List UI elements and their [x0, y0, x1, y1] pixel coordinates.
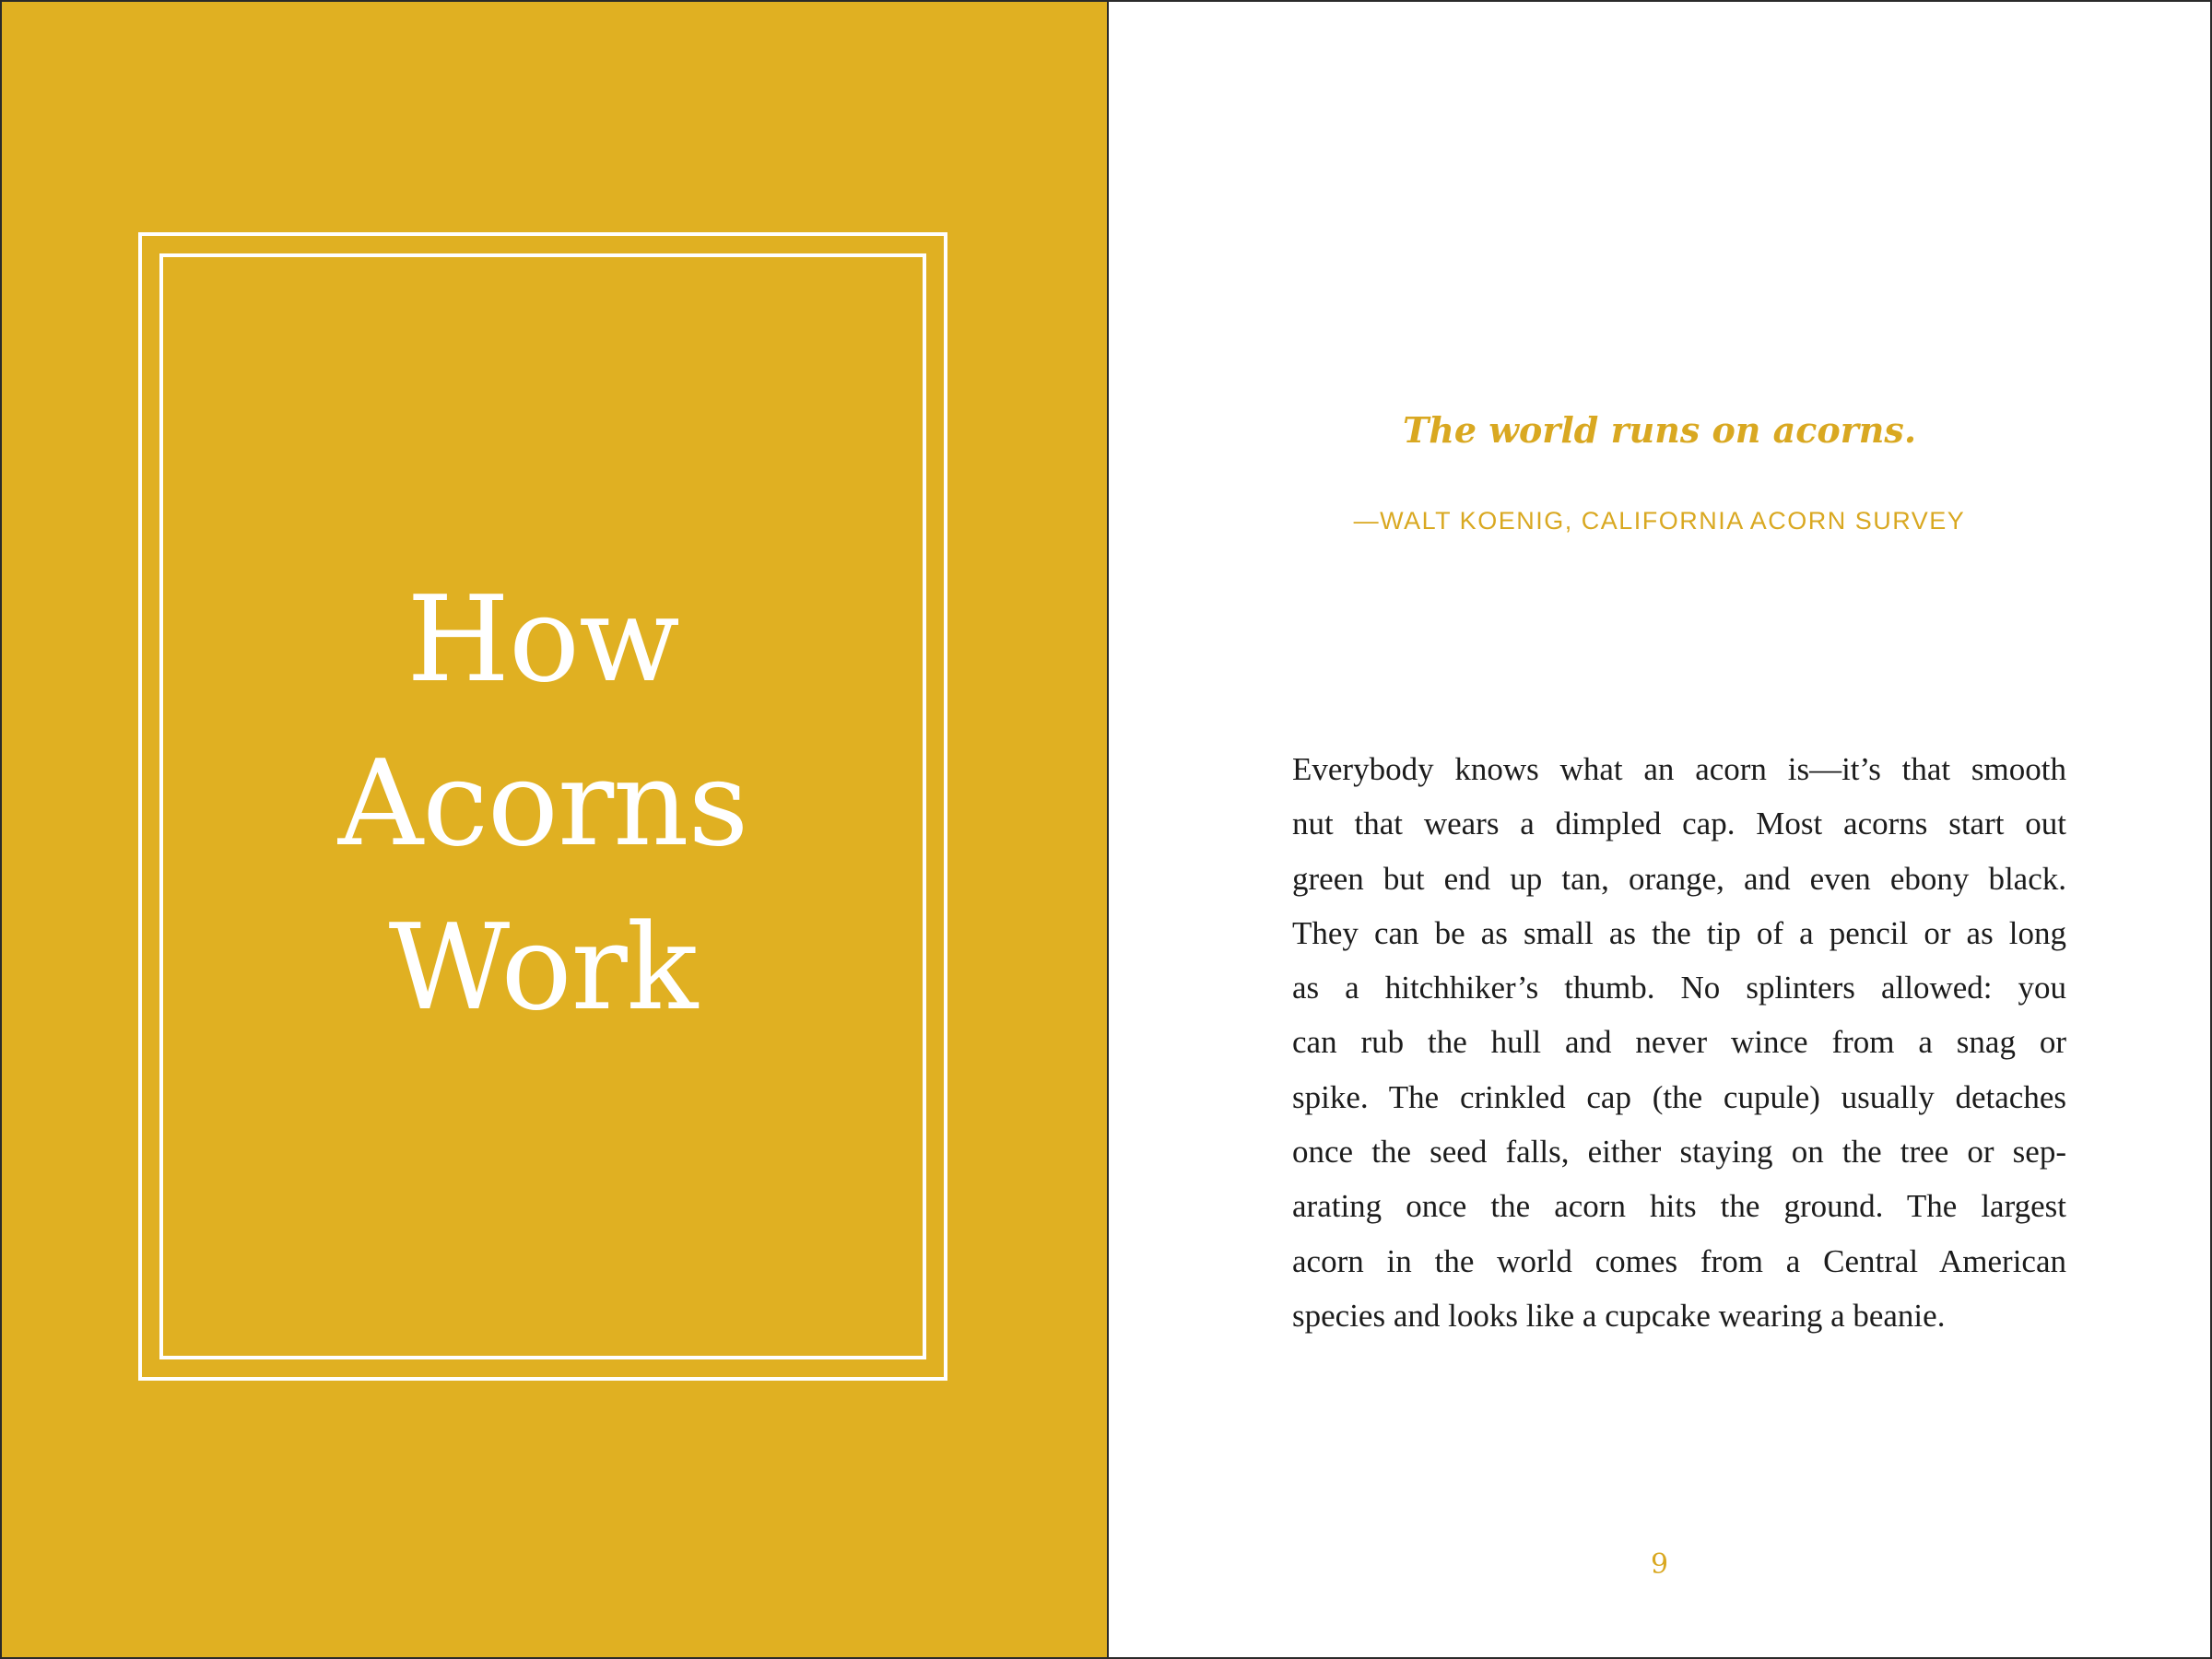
epigraph-quote: The world runs on acorns.	[1402, 409, 1917, 451]
body-line: They can be as small as the tip of a pencil or as long	[1292, 914, 2066, 951]
body-line: arating once the acorn hits the ground. The largest	[1292, 1188, 2066, 1225]
chapter-title-line-3: Work	[388, 900, 698, 1037]
body-line: green but end up tan, orange, and even ebony black.	[1292, 860, 2066, 897]
body-line: nut that wears a dimpled cap. Most acorns start out	[1292, 806, 2066, 842]
body-line-last: species and looks like a cupcake wearing a beanie.	[1292, 1297, 1946, 1334]
body-line: can rub the hull and never wince from a snag or	[1292, 1024, 2066, 1061]
chapter-title	[138, 559, 947, 1051]
body-paragraph	[1292, 742, 2066, 1343]
body-line: once the seed falls, either staying on the tree or sep-	[1292, 1134, 2066, 1171]
body-line: Everybody knows what an acorn is—it’s that smooth	[1292, 751, 2066, 787]
page-number: 9	[1650, 1548, 1669, 1581]
chapter-title-line-1: How	[406, 571, 679, 709]
body-line: as a hitchhiker’s thumb. No splinters allowed: you	[1292, 970, 2066, 1006]
epigraph-attribution: —WALT KOENIG, CALIFORNIA ACORN SURVEY	[1353, 507, 1966, 535]
text-page	[1109, 0, 2212, 1659]
body-line: acorn in the world comes from a Central American	[1292, 1242, 2066, 1279]
body-line: spike. The crinkled cap (the cupule) usually detaches	[1292, 1078, 2066, 1115]
chapter-title-line-2: Acorns	[337, 735, 748, 873]
